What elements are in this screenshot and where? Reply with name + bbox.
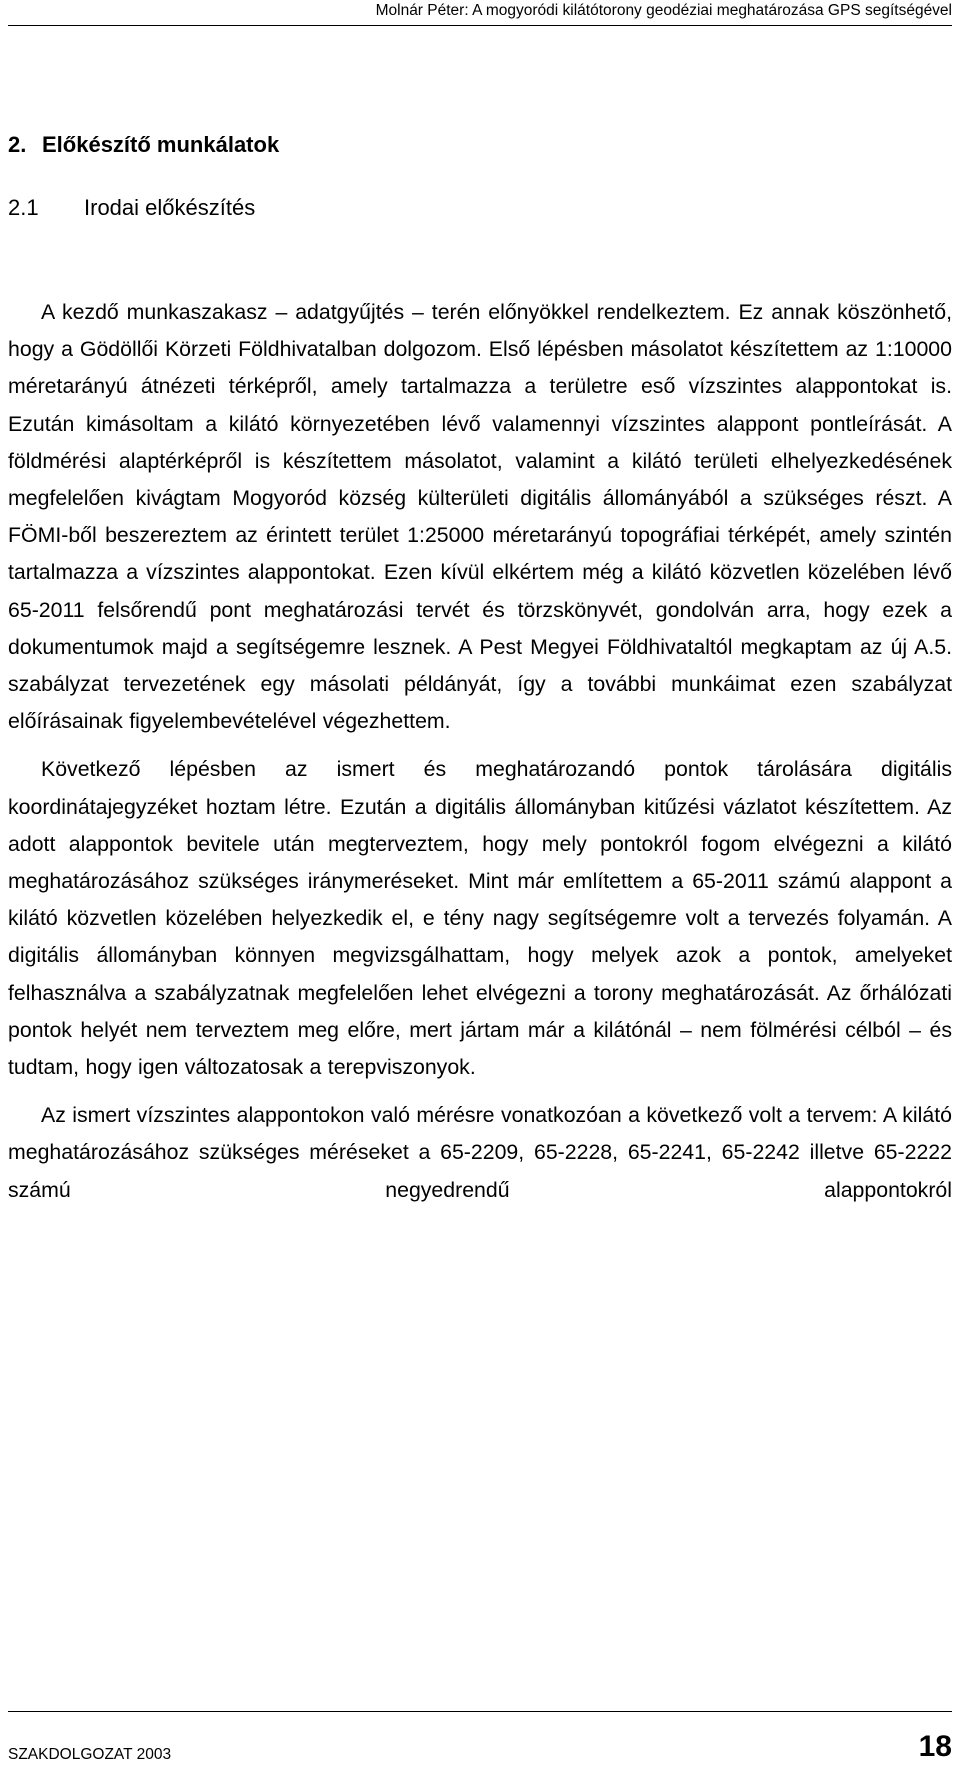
footer-divider	[8, 1711, 952, 1712]
section-number: 2.	[8, 132, 27, 157]
section-heading	[8, 132, 279, 158]
paragraph: Az ismert vízszintes alappontokon való mérésre vonatkozóan a következő volt a tervem: A kilátó meghatározásához szükséges méréseket a 65-2209, 65-2228, 65-2241, 65-2242 illetve 65-2222 számú negyedrendű alappontokról	[8, 1103, 952, 1202]
paragraph: A kezdő munkaszakasz – adatgyűjtés – terén előnyökkel rendelkeztem. Ez annak köszönhető, hogy a Gödöllői Körzeti Földhivatalban dolgozom. Első lépésben másolatot készítettem az 1:10000 méretarányú átnézeti térképről, amely tartalmazza a területre eső vízszintes alappontokat is. Ezután kimásoltam a kilátó környezetében lévő valamennyi vízszintes alappont pontleírását. A földmérési alaptérképről is készítettem másolatot, valamint a kilátó területi elhelyezkedésének megfelelően kivágtam Mogyoród község külterületi digitális állományából a szükséges részt. A FÖMI-ből beszereztem az érintett terület 1:25000 méretarányú topográfiai térképét, amely szintén tartalmazza a vízszintes alappontokat. Ezen kívül elkértem még a kilátó közvetlen közelében lévő 65-2011 felsőrendű pont meghatározási tervét és törzskönyvét, gondolván arra, hogy ezek a dokumentumok majd a segítségemre lesznek. A Pest Megyei Földhivataltól megkaptam az új A.5. szabályzat tervezetének egy másolati példányát, így a további munkáimat ezen szabályzat előírásainak figyelembevételével végezhettem.	[8, 300, 952, 734]
section-title: Előkészítő munkálatok	[42, 132, 280, 157]
subsection-heading	[8, 195, 255, 221]
footer-label: SZAKDOLGOZAT 2003	[8, 1746, 172, 1763]
paragraph: Következő lépésben az ismert és meghatározandó pontok tárolására digitális koordinátajegyzéket hoztam létre. Ezután a digitális állományban kitűzési vázlatot készítettem. Az adott alappontok bevitele után megterveztem, hogy mely pontokról fogom elvégezni a kilátó meghatározásához szükséges iránymeréseket. Mint már említettem a 65-2011 számú alappont a kilátó közvetlen közelében helyezkedik el, e tény nagy segítségemre volt a tervezés folyamán. A digitális állományban könnyen megvizsgálhattam, hogy melyek azok a pontok, amelyeket felhasználva a szabályzatnak megfelelően lehet elvégezni a torony meghatározását. Az őrhálózati pontok helyét nem terveztem meg előre, mert jártam már a kilátónál – nem fölmérési célból – és tudtam, hogy igen változatosak a terepviszonyok.	[8, 757, 952, 1080]
body-text	[8, 294, 952, 1220]
subsection-number: 2.1	[8, 195, 39, 220]
running-header: Molnár Péter: A mogyoródi kilátótorony geodéziai meghatározása GPS segítségével	[375, 2, 952, 19]
page-number: 18	[918, 1730, 952, 1763]
subsection-title: Irodai előkészítés	[84, 195, 256, 220]
header-divider	[8, 25, 952, 26]
